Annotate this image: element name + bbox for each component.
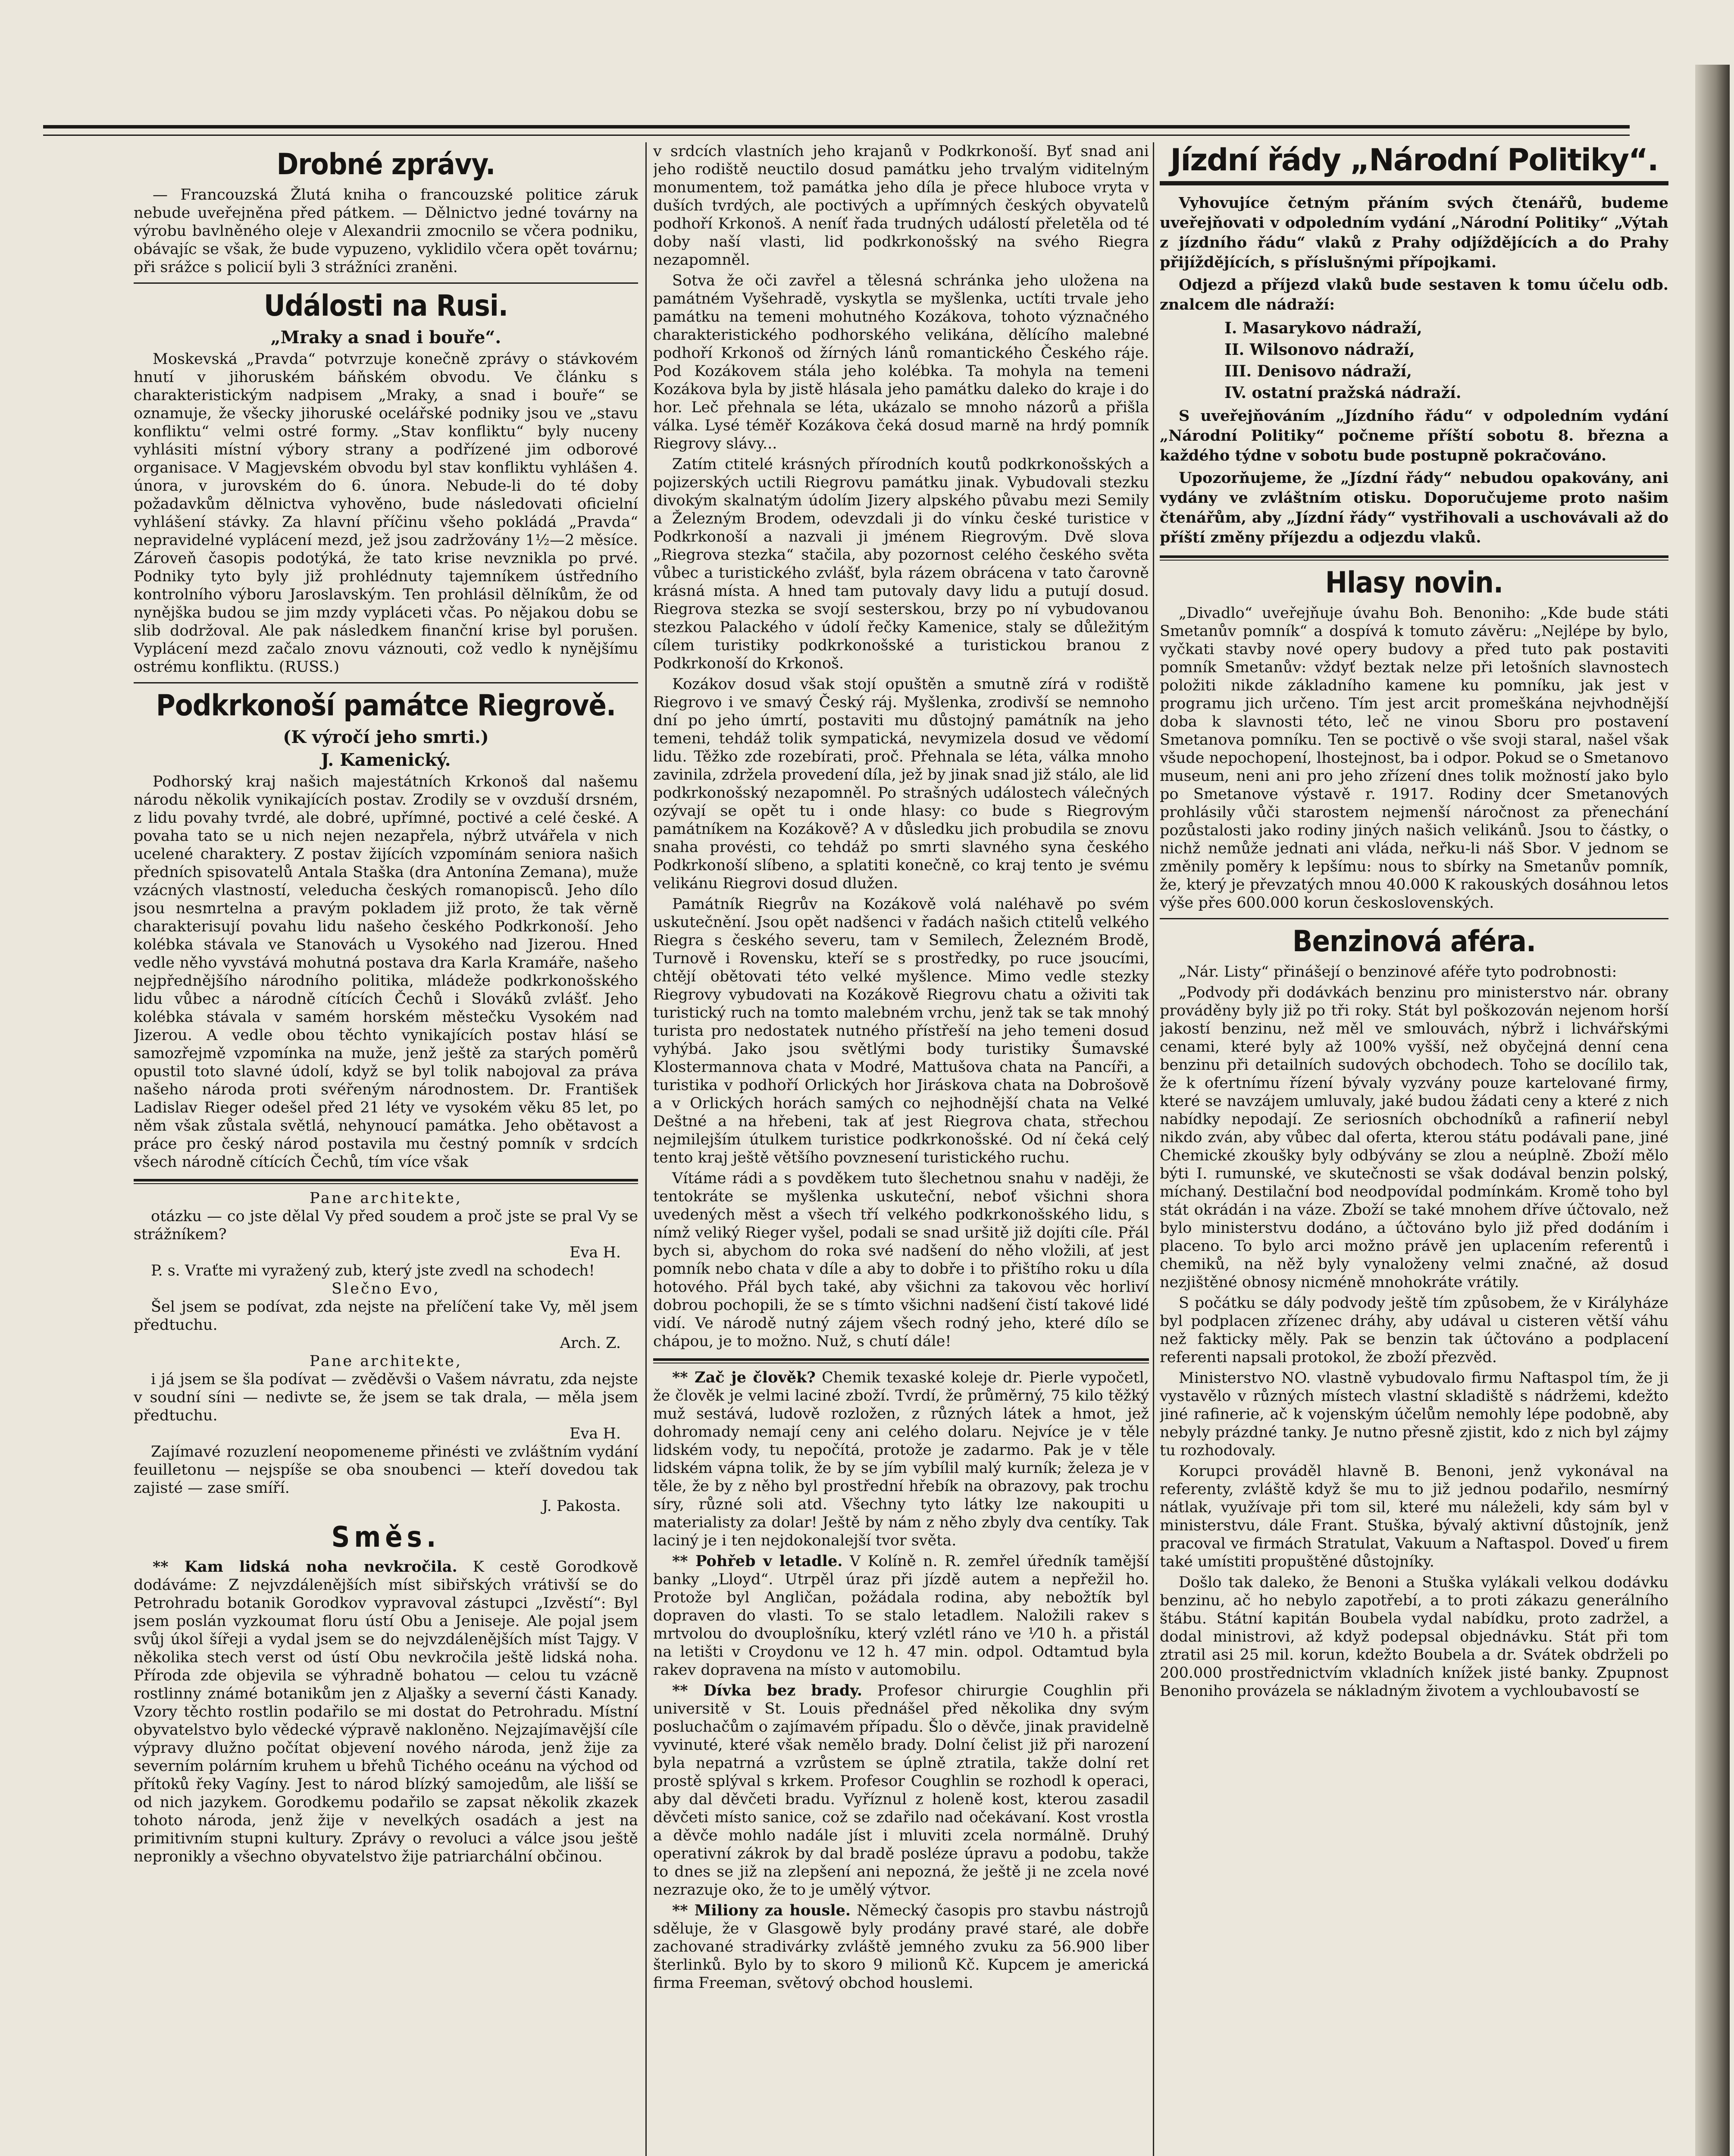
article-title-krkonosi: Podkrkonoší památce Riegrově. bbox=[156, 689, 616, 723]
article-text: Podhorský kraj našich majestátních Krkonoš dal našemu národu několik vynikajících postav. Zrodily se v ovzduší drsném, z lidu povahy tvrdé, ale dobré, upřímné, poctivé a celé české. A povaha tato se u nich nejen nezapřela, nýbrž utvářela v nich ucelené charaktery. Z postav žijících vzpomínám seniora našich předních spisovatelů Antala Staška (dra Antonína Zemana), muže vzácných vlastností, veleducha českých romanopisců. Jeho dílo jsou nesmrtelna a pravým pokladem již proto, že tak věrně charakterisují povahu lidu našeho českého Podkrkonoší. Jeho kolébka stávala ve Stanovách u Vysokého nad Jizerou. Hned vedle něho vyvstává mohutná postava dra Karla Kramáře, našeho nejpřednějšího národního politika, mládeže podkrkonošského lidu vůbec a národně cítících Čechů i Slováků zvlášť. Jeho kolébka stávala v samém horském městečku Vysokém nad Jizerou. A vedle obou těchto vynikajících postav hlásí se samozřejmě vzpomínka na muže, jenž ještě za starých poměrů opustil toto slavné údolí, když se byl tolik nabojoval za práva našeho národa proti svéřeným národnostem. Dr. František Ladislav Rieger odešel před 21 léty ve vysokém věku 85 let, po něm však zůstala světlá, nehynoucí památka. Jeho obětavost a práce pro český národ postavila mu čestný pomník v srdcích všech národně cítících Čechů, tím více však bbox=[134, 773, 638, 1171]
article-text: Vítáme rádi a s povděkem tuto šlechetnou snahu v naději, že tentokráte se myšlenka uskuteční, neboť všichni shora uvedených měst a všech tří velkého podkrkonošského lidu, s nímž veliký Rieger vyšel, podali se snad uršitě již dojíti cíle. Přál bych si, abychom do roka své nadšení do něho vložili, ať jest pomník nebo chata v díle a aby to dobře i to přištího roku u díla hotového. Přál bych také, aby všichni za takovou věc horliví dobrou pochopili, že se s tímto všichni nadšení čistí takové lidé vidí. Ve národě nutný zájem všech rodný jeho, které dílo se chápou, je to možno. Nuž, s chutí dále! bbox=[653, 1170, 1149, 1350]
top-rule bbox=[43, 125, 1630, 128]
dialog-signature: J. Pakosta. bbox=[542, 1498, 621, 1515]
announcement-text: Odjezd a příjezd vlaků bude sestaven k tomu účelu odb. znalcem dle nádraží: bbox=[1160, 276, 1668, 313]
news-lead: ** Kam lidská noha nevkročila. bbox=[153, 1558, 457, 1576]
news-lead: ** Pohřeb v letadle. bbox=[672, 1552, 843, 1570]
article-text: Kozákov dosud však stojí opuštěn a smutně zírá v rodiště Riegrovo i ve smavý Český ráj. Myšlenka, zrodivší se nemnoho dní po jeho úmrtí, postaviti mu důstojný památník na jeho temeni, tehdáž tolik sympatická, nevymizela dosud ve vědomí lidu. Těžko zde rozebírati, proč. Přehnala se léta, válka mnoho zavinila, zdržela provedení díla, jež by jinak snad již stálo, ale lid podkrkonošský nezapomněl. Po strašných událostech válečných ozývají se opět tu i onde hlasy: co bude s Riegrovým památníkem na Kozákově? A v důsledku jich probudila se znovu snaha provésti, co tehdáž po smrti slavného syna českého Podkrkonoší slíbeno, a splatiti konečně, co kraj tento je svému velikánu Riegrovi dosud dlužen. bbox=[653, 676, 1149, 892]
news-text: Německý časopis pro stavbu nástrojů sděluje, že v Glasgowě byly prodány pravé staré, ale dobře zachované stradivárky zvláště jemného zvuku za 56.900 liber šterlinků. Bylo by to skoro 9 milionů Kč. Kupcem je americká firma Freeman, světový obchod houslemi. bbox=[653, 1902, 1149, 1992]
article-text: S počátku se dály podvody ještě tím způsobem, že v Királyháze byl podplacen zřízenec dráhy, aby udával u cisteren větší váhu než fakticky měly. Pak se benzin tak účtováno a podplacení referenti napsali protokol, že zboží přezvěd. bbox=[1160, 1294, 1668, 1366]
separator bbox=[134, 1179, 638, 1184]
announcement-text: Vyhovujíce četným přáním svých čtenářů, budeme uveřejňovati v odpoledním vydání „Národní Politiky“ „Výtah z jízdního řádu“ vlaků z Prahy odjíždějících a do Prahy přijíždějících, s příslušnými přípojkami. bbox=[1160, 194, 1668, 271]
article-text: „Divadlo“ uveřejňuje úvahu Boh. Benoniho: „Kde bude státi Smetanův pomník“ a dospívá k tomuto závěru: „Nejlépe by bylo, vyčkati stavby nové opery budovy a před tuto pak postaviti pomník Smetanův: vždyť beztak nelze při letošních slavnostech položiti nikde základního kamene ku pomníku, jak jest v programu jich určeno. Tím jest arcit promeškána nejvhodnější doba k slavnosti této, leč ne vinou Sboru pro postavení Smetanova pomníku. Ten se poctivě o vše svoji staral, našel však všude nepochopení, lhostejnost, ba i odpor. Pokud se o Smetanovo museum, neni ani pro jeho zřízení dnes tolik možností jako bylo po Smetanove výstavě r. 1917. Rodiny dcer Smetanových prohlásily vůči starostem nejmenší náročnost za přenechání pozůstalosti jako rodiny jiných našich velikánů. Jsou to částky, o nichž nemůže jednati ani vláda, neřku-li náš Sbor. V jednom se změnily poměry k lepšímu: nous to sbírky na Smetanův pomník, že, který je převzatých mnou 40.000 K rakouských dosáhnou letos výše přes 600.000 korun československých. bbox=[1160, 605, 1668, 912]
article-text: Sotva že oči zavřel a tělesná schránka jeho uložena na památném Vyšehradě, vyskytla se myšlenka, uctíti trvale jeho památku na temeni mohutného Kozákova, tohoto význačného charakteristického podhorského velikána, dělícího malebné podhoří Krkonoš od žírných lánů romantického Českého ráje. Pod Kozákovem stála jeho kolébka. Ta mohyla na temeni Kozákova byla by jistě hlásala jeho památku daleko do kraje i do hor. Leč přehnala se léta, ukázalo se mnoho názorů a přišla válka. Lysé téměř Kozákova čeká dosud marně na hrdý pomník Riegrovy slávy... bbox=[653, 272, 1149, 452]
station-item: III. Denisovo nádraží, bbox=[1224, 362, 1412, 380]
article-text: Ministerstvo NO. vlastně vybudovalo firmu Naftaspol tím, že ji vystavělo v různých místech vlastní skladiště s nádržemi, kdežto jiné rafinerie, ač k vojenským účelům nemohly lépe podobně, aby nebyly prázdné tanky. Je nutno přesně zjistit, kdo z nich byl zájmy tu rozhodovaly. bbox=[1160, 1369, 1668, 1459]
dialog-signature: Arch. Z. bbox=[560, 1335, 621, 1352]
dialog-text: Zajímavé rozuzlení neopomeneme přinésti ve zvláštním vydání feuilletonu — nejspíše se oba snoubenci — kteří dovedou tak zajisté — zase smíří. bbox=[134, 1443, 638, 1497]
separator bbox=[1160, 918, 1668, 919]
article-subtitle: „Mraky a snad i bouře“. bbox=[270, 327, 501, 348]
top-rule-thin bbox=[43, 135, 1630, 136]
news-lead: ** Dívka bez brady. bbox=[672, 1682, 862, 1699]
column-divider bbox=[1153, 142, 1154, 2156]
article-text: Korupci prováděl hlavně B. Benoni, jenž vykonával na referenty, zvláště když še mu to již jednou podařilo, nesmírný nátlak, využívaje při tom sil, které mu náleželi, kdy sám byl v ministerstvu, dále Frant. Stuška, bývalý aktivní důstojník, jenž pracoval ve firmách Stratulat, Vakuum a Naftaspol. Doveď u firem také umístiti propuštěné důstojníky. bbox=[1160, 1463, 1668, 1570]
column-2 bbox=[653, 142, 1149, 2156]
column-divider bbox=[645, 142, 647, 2156]
dialog-text: Šel jsem se podívat, zda nejste na přelíčení take Vy, měl jsem předtuchu. bbox=[134, 1298, 638, 1334]
article-text: „Podvody při dodávkách benzinu pro ministerstvo nár. obrany prováděny byly již po tři roky. Stát byl poškozován nejenom horší jakostí benzinu, než měl ve smlouvách, nýbrž i lichvářskými cenami, které byly až 100% vyšší, než obyčejná denní cena benzinu při detailních sudových obchodech. Toho se docílilo tak, že k ofertnímu řízení bývaly vyzvány pouze kartelované firmy, které se navzájem umluvaly, jaké budou žádati ceny a které z nich nabídky nepodají. Ze seriosních obchodníků a rafinerií nebyl nikdo zván, aby vůbec dal oferta, kterou státu podávali pane, jiné Chemické zkoušky byly odbývány se zlou a neúplně. Zboží mělo býti I. rumunské, ve skutečnosti se však dodával benzin polský, míchaný. Destilační bod neodpovídal podmínkám. Kromě toho byl stát okrádán i na váze. Zboží se také mnohem dříve účtovalo, než bylo ministerstvu dodáno, a účtováno bylo již před dodáním i placeno. To bylo arci možno právě jen uplacením referentů i chemiků, na něž byly vynaloženy velmi značné, až dosud nezjištěné obnosy nicméně mnohokráte vrátily. bbox=[1160, 984, 1668, 1291]
article-text: — Francouzská Žlutá kniha o francouzské politice záruk nebude uveřejněna před pátkem. — Dělnictvo jedné továrny na výrobu bavlněného oleje v Alexandrii zmocnilo se včera podniku, obávajíc se však, že bude vypuzeno, vyklidilo včera opět továrnu; při srážce s policií byli 3 strážníci zraněni. bbox=[134, 186, 638, 276]
article-author: J. Kamenický. bbox=[321, 750, 451, 770]
article-title-drobne: Drobné zprávy. bbox=[276, 147, 495, 182]
news-lead: ** Miliony za housle. bbox=[672, 1902, 851, 1919]
article-title-benzin: Benzinová aféra. bbox=[1292, 924, 1536, 959]
section-title-smes: Směs. bbox=[331, 1520, 441, 1554]
separator bbox=[1160, 181, 1668, 185]
announcement-text: S uveřejňováním „Jízdního řádu“ v odpoledním vydání „Národní Politiky“ počneme příští sobotu 8. března a každého týdne v sobotu bude postupně pokračováno. bbox=[1160, 407, 1668, 464]
feuilleton-dialog bbox=[134, 1189, 638, 1515]
news-text: K cestě Gorodkově dodáváme: Z nejvzdálenějších míst sibiřských vrátivší se do Petrohradu botanik Gorodkov vypravoval zástupci „Izvěstí“: Byl jsem poslán vyzkoumat floru ústí Obu a Jeniseje. Ale pojal jsem svůj úkol šířeji a vydal jsem se do nejvzdálenějších míst Tajgy. V několika stech verst od ústí Obu nevkročila ještě lidská noha. Příroda zde objevila se výhradně bohatou — celou tu vzácně rostlinny známé botanikům jen z Aljašky a severní části Kanady. Vzory těchto rostlin podařilo se mi dostat do Petrohradu. Místní obyvatelstvo bylo vědecké výpravě nakloněno. Nejzajímavější cíle výpravy dlužno počítat objevení nového národa, jenž žije za severním polárním kruhem u břehů Tichého oceánu na východ od přítoků řeky Vagíny. Jest to národ blízký samojedům, ale lišší se od nich jazykem. Gorodkemu podařilo se zapsat několik zkazek tohoto národa, jenž žije v nevelkých osadách a jest na primitivním stupni kultury. Zprávy o revoluci a válce jsou ještě nepronikly a všechno obyvatelstvo žije patriarchální občinou. bbox=[134, 1558, 638, 1865]
article-text: Památník Riegrův na Kozákově volá naléhavě po svém uskutečnění. Jsou opět nadšenci v řadách našich ctitelů velkého Riegra s českého severu, tam v Semilech, Železném Brodě, Turnově i Rovensku, kteří se s prostředky, po ruce jsoucími, chtějí obětovati této velké myšlence. Mimo vedle stezky Riegrovy vybudovati na Kozákově Riegrovu chatu a oživiti tak turistický ruch na tomto malebném vrchu, jenž tak se tak mnohý turista pro nedostatek nutného přístřeší na jeho temeni dosud vyhýbá. Jako jsou světlými body turistiky Šumavské Klostermannova chata v Modré, Mattušova chata na Pancíři, a turistika v podhoří Orlických hor Jiráskova chata na Dobrošově a v Orlických horách samých co nejhodnější chata na Velké Deštné a na hřebeni, tak ať jest Riegrova chata, střechou nejmilejším útulkem turistice podkrkonošské. Od ní čeká celý tento kraj ještě většího povznesení turistického ruchu. bbox=[653, 896, 1149, 1166]
article-title-hlasy: Hlasy novin. bbox=[1325, 566, 1503, 600]
station-item: I. Masarykovo nádraží, bbox=[1224, 319, 1422, 337]
article-text: Zatím ctitelé krásných přírodních koutů podkrkonošských a pojizerských uctili Riegrovu památku jinak. Vybudovali stezku divokým skalnatým údolím Jizery alpského půvabu mezi Semily a Železným Brodem, odevzdali ji do vínku české turistice v Podkrkonoší a nazvali ji jménem Riegrovým. Dvě slova „Riegrova stezka“ stačila, aby pozornost celého českého světa vůbec a turistického zvlášť, byla rázem obrácena v tato čarovně krásná místa. A hned tam putovaly davy lidu a putují dosud. Riegrova stezka se svojí sesterskou, brzy po ní vybudovanou stezkou Palackého v údolí řečky Kamenice, staly se důležitým cílem turistiky podkrkonošské a turistickou branou z Podkrkonoší do Krkonoš. bbox=[653, 456, 1149, 672]
news-text: Profesor chirurgie Coughlin při universitě v St. Louis přednášel před několika dny svým posluchačům o zajímavém případu. Šlo o děvče, jinak pravidelně vyvinuté, které však nemělo brady. Dolní čelist již při narození byla nepatrná a vzrůstem se úplně ztratila, takže dolní ret prostě splýval s krkem. Profesor Coughlin se rozhodl k operaci, aby dal děvčeti bradu. Vyříznul z holeně kost, kterou zasadil děvčeti místo sanice, což se zdařilo nad očekávaní. Kost vrostla a děvče mohlo nadále jíst i mluviti zcela normálně. Druhý operativní zákrok by dal bradě posléze úpravu a podobu, takže to dnes se již na zlepšení ani nepozná, že ještě ji ne zcela nové nezrazuje oko, že to je umělý výtvor. bbox=[653, 1682, 1149, 1899]
scan-edge-strip bbox=[1695, 65, 1730, 2156]
dialog-greeting: Pane architekte, bbox=[309, 1190, 463, 1207]
separator bbox=[653, 1358, 1149, 1363]
announcement-body bbox=[1160, 193, 1668, 548]
column-3 bbox=[1160, 142, 1668, 2156]
dialog-text: P. s. Vraťte mi vyražený zub, který jste zvedl na schodech! bbox=[151, 1262, 595, 1279]
dialog-signature: Eva H. bbox=[570, 1425, 621, 1442]
article-text: „Nár. Listy“ přinášejí o benzinové aféře tyto podrobnosti: bbox=[1179, 963, 1617, 981]
separator bbox=[134, 282, 638, 284]
station-item: II. Wilsonovo nádraží, bbox=[1224, 341, 1415, 359]
station-item: IV. ostatní pražská nádraží. bbox=[1224, 384, 1462, 402]
dialog-text: otázku — co jste dělal Vy před soudem a proč jste se pral Vy se strážníkem? bbox=[134, 1208, 638, 1243]
article-text: Došlo tak daleko, že Benoni a Stuška vylákali velkou dodávku benzinu, ač ho nebylo zapotřebí, a to proti zákazu generálního štábu. Státní kapitán Boubela vydal nabídku, proto zadržel, a dodal ministrovi, až když podepsal objednávku. Stát při tom ztratil asi 25 mil. korun, kdežto Boubela a dr. Svátek obdrželi po 200.000 prostřednictvím vkladních knížek jisté banky. Zpupnost Benoniho provázela se nákladným životem a vychloubavostí se bbox=[1160, 1574, 1668, 1700]
dialog-greeting: Pane architekte, bbox=[309, 1353, 463, 1370]
dialog-text: i já jsem se šla podívat — zvěděvši o Vašem návratu, zda nejste v soudní síni — nedivte se, že jsem se tak drala, — měla jsem předtuchu. bbox=[134, 1371, 638, 1424]
announcement-title: Jízdní řády „Národní Politiky“. bbox=[1170, 142, 1658, 178]
station-list bbox=[1160, 317, 1668, 404]
dialog-greeting: Slečno Evo, bbox=[332, 1280, 440, 1297]
separator bbox=[134, 682, 638, 683]
dialog-signature: Eva H. bbox=[570, 1244, 621, 1261]
separator bbox=[1160, 555, 1668, 561]
news-text: V Kolíně n. R. zemřel úředník tamější banky „Lloyd“. Utrpěl úraz při jízdě autem a nepřežil ho. Protože byl Angličan, požádala rodina, aby nebožtík byl dopraven do vlasti. To se stalo letadlem. Naložili rakev s mrtvolou do dvouplošníku, který vzlétl ráno ve ¹⁄10 h. a přistál na letišti v Croydonu ve 12 h. 47 min. odpol. Odtamtud byla rakev dopravena na místo v automobilu. bbox=[653, 1553, 1149, 1679]
news-lead: ** Zač je člověk? bbox=[672, 1369, 816, 1386]
article-text: Moskevská „Pravda“ potvrzuje konečně zprávy o stávkovém hnutí v jihoruském báňském obvodu. Ve článku s charakteristickým nadpisem „Mraky, a snad i bouře“ se oznamuje, že všecky jihoruské ocelářské podniky jsou ve „stavu konfliktu“ velmi ostré formy. „Stav konfliktu“ byly nuceny vyhlásiti místní výbory strany a podřízené jim odborové organisace. V Magjevském obvodu byl stav konfliktu vyhlášen 4. února, v jurovském do 6. února. Nebude-li do té doby požadavkům dělnictva vyhověno, bude následovati oficielní vyhlášení stávky. Za hlavní příčinu všeho pokládá „Pravda“ nepravidelné vyplácení mezd, jež jsou zadržovány 1½—2 měsíce. Zároveň časopis podotýká, že tato krise nevznikla po prvé. Podniky tyto byly již prohlédnuty tajemníkem ústředního kontrolního výboru Jaroslavským. Ten prohlásil dělníkům, že od nynějška budou se jim mzdy vypláceti včas. Po nějakou dobu se slib dodržoval. Ale pak následkem finanční krise byl porušen. Vyplácení mezd začalo znovu váznouti, což vedlo k nynějšímu ostrému konfliktu. (RUSS.) bbox=[134, 351, 638, 676]
announcement-text: Upozorňujeme, že „Jízdní řády“ nebudou opakovány, ani vydány ve zvláštním otisku. Doporučujeme proto našim čtenářům, aby „Jízdní řády“ vystřihovali a uschovávali až do příští změny příjezdu a odjezdu vlaků. bbox=[1160, 469, 1668, 546]
article-text: v srdcích vlastních jeho krajanů v Podkrkonoší. Byť snad ani jeho rodiště neuctilo dosud památku jeho trvalým viditelným monumentem, tož památka jeho díla je přece hluboce vryta v duších tvrdých, ale poctivých a upřímných českých obyvatelů podhoří Krkonoš. A neníť řada trudných událostí přeletěla od té doby naší vlasti, lid podkrkonošský na svého Riegra nezapomněl. bbox=[653, 143, 1149, 269]
column-1 bbox=[134, 142, 638, 2156]
article-subtitle: (K výročí jeho smrti.) bbox=[283, 727, 489, 747]
article-title-rusi: Události na Rusi. bbox=[263, 289, 508, 323]
news-text: Chemik texaské koleje dr. Pierle vypočetl, že člověk je velmi laciné zboží. Tvrdí, že průměrný, 75 kilo těžký muž sestává, ludově rozložen, z různých látek a hmot, jež dohromady nemají ceny ani celého dolaru. Nejvíce je v těle lidském vody, tu nepočítá, protože je zadarmo. Pak je v těle lidském vápna tolik, že by se jím vybílil malý kurník; železa je v těle, že by z něho byl prostřední hřebík na obrazovy, pak trochu síry, různé soli atd. Všechny tyto látky lze nakoupiti u materialisty za dolar! Ještě by nám z něho zbyly dva centíky. Tak laciný je i ten nejdokonalejší tvor světa. bbox=[653, 1369, 1149, 1549]
